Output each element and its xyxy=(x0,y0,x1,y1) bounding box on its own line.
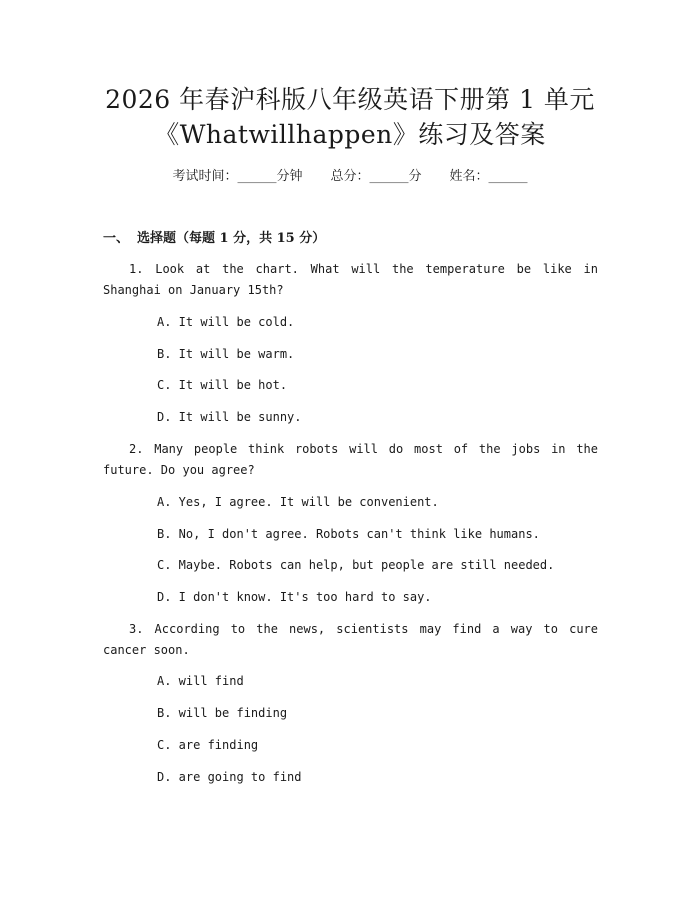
document-title-line-1: 2026 年春沪科版八年级英语下册第 1 单元 xyxy=(105,85,595,114)
question-3-option-d: D. are going to find xyxy=(157,770,302,784)
section-number: 一、 xyxy=(103,231,130,246)
section-heading xyxy=(103,229,325,249)
question-1-option-c: C. It will be hot. xyxy=(157,378,288,392)
question-3-text: 3. According to the news, scientists may find a way to cure cancer soon. xyxy=(103,622,598,657)
question-3-option-c: C. are finding xyxy=(157,738,259,752)
exam-time-field: 考试时间：______分钟 xyxy=(172,169,303,184)
question-2-option-c: C. Maybe. Robots can help, but people are still needed. xyxy=(157,558,555,572)
student-name-field: 姓名：______ xyxy=(449,169,528,184)
question-1-option-a: A. It will be cold. xyxy=(157,315,295,329)
question-1-option-d: D. It will be sunny. xyxy=(157,410,302,424)
question-1-text: 1. Look at the chart. What will the temperature be like in Shanghai on January 15th? xyxy=(103,262,598,297)
document-title-line-2: 《Whatwillhappen》练习及答案 xyxy=(154,120,546,149)
total-score-field: 总分：______分 xyxy=(330,169,422,184)
question-2-option-a: A. Yes, I agree. It will be convenient. xyxy=(157,495,439,509)
question-3-option-b: B. will be finding xyxy=(157,706,288,720)
question-1-option-b: B. It will be warm. xyxy=(157,347,295,361)
question-2-text: 2. Many people think robots will do most of the jobs in the future. Do you agree? xyxy=(103,442,598,477)
question-2-option-b: B. No, I don't agree. Robots can't think like humans. xyxy=(157,527,540,541)
question-3-option-a: A. will find xyxy=(157,674,244,688)
exam-info xyxy=(0,167,700,187)
section-title: 选择题（每题 1 分，共 15 分） xyxy=(137,231,326,246)
question-2-option-d: D. I don't know. It's too hard to say. xyxy=(157,590,432,604)
